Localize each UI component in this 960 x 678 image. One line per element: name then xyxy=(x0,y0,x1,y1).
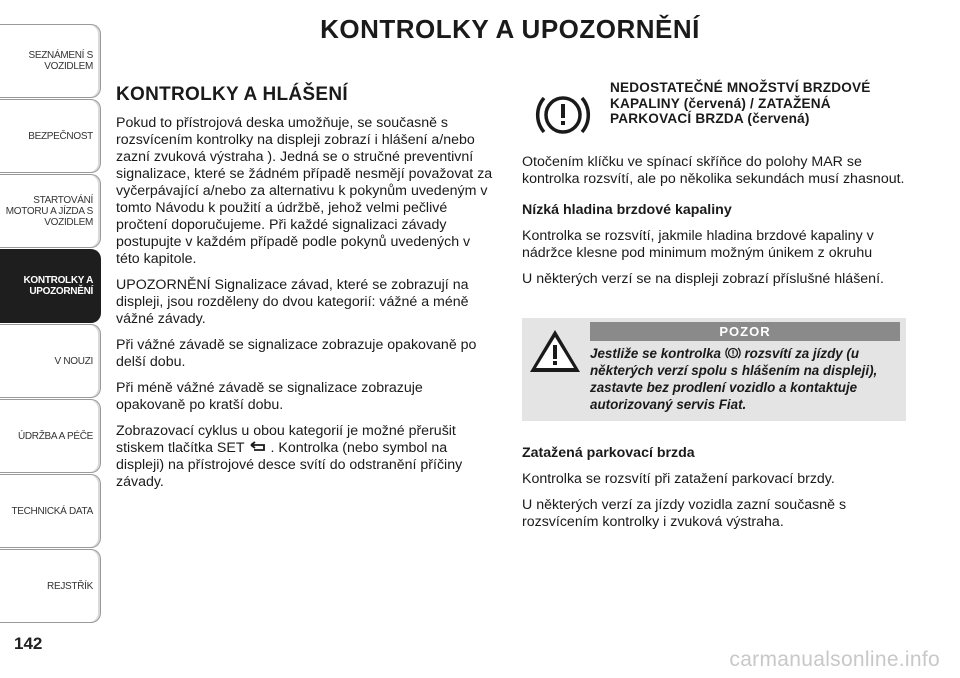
tab-label: KONTROLKY A UPOZORNĚNÍ xyxy=(23,275,93,297)
return-arrow-icon xyxy=(248,441,268,453)
tab-label: ÚDRŽBA A PÉČE xyxy=(17,430,93,442)
tab-label: REJSTŘÍK xyxy=(47,580,93,592)
low-fluid-paragraph: Kontrolka se rozsvítí, jakmile hladina brzdové kapaliny v nádržce klesne pod minimum možným únikem z okruhu xyxy=(522,228,874,261)
display-paragraph: U některých verzí se na displeji zobrazí příslušné hlášení. xyxy=(522,271,884,287)
right-column xyxy=(522,80,906,540)
section-heading: KONTROLKY A HLÁŠENÍ xyxy=(116,84,348,105)
watermark: carmanualsonline.info xyxy=(729,648,940,671)
categories-paragraph: UPOZORNĚNÍ Signalizace závad, které se zobrazují na displeji, jsou rozděleny do dvou kategorií: vážné a méně vážné závady. xyxy=(116,277,469,327)
left-column xyxy=(116,86,496,500)
intro-paragraph: Pokud to přístrojová deska umožňuje, se současně s rozsvícením kontrolky na displeji zobrazí i hlášení a/nebo zazní zvuková výstraha ). Jedná se o stručné preventivní signalizace, které se žádném případě nesmějí považovat za vyčerpávající a/nebo za alternativu k pokynům uvedeným v tomto Návodu k použití a údržbě, jehož velmi pečlivé pročtení doporučujeme. Při každé signalizaci závady postupujte v každém případě podle pokynů uvedených v této kapitole. xyxy=(116,115,493,267)
page-number: 142 xyxy=(14,634,43,653)
cycle-paragraph: Zobrazovací cyklus u obou kategorií je možné přerušit stiskem tlačítka SET . Kontrolka (nebo symbol na displeji) na přístrojové desce svítí do odstranění příčiny závady. xyxy=(116,423,463,490)
tab-technicka-data[interactable] xyxy=(0,474,101,548)
serious-paragraph: Při vážné závadě se signalizace zobrazuje opakovaně po delší dobu. xyxy=(116,337,477,370)
parking-paragraph: Kontrolka se rozsvítí při zatažení parkovací brzdy. xyxy=(522,471,835,487)
warning-label: POZOR xyxy=(590,322,900,341)
parking-brake-heading: Zatažená parkovací brzda xyxy=(522,445,695,461)
tab-startovani[interactable] xyxy=(0,174,101,248)
brake-section-head xyxy=(522,80,906,148)
brake-warning-icon xyxy=(725,346,741,360)
warning-box xyxy=(522,318,906,421)
tab-label: SEZNÁMENÍ S VOZIDLEM xyxy=(28,50,93,72)
brake-warning-icon xyxy=(530,82,596,148)
tab-bezpecnost[interactable] xyxy=(0,99,101,173)
warning-triangle-icon xyxy=(528,328,582,374)
key-paragraph: Otočením klíčku ve spínací skříňce do polohy MAR se kontrolka rozsvítí, ale po několika sekundách musí zhasnout. xyxy=(522,154,905,187)
low-fluid-heading: Nízká hladina brzdové kapaliny xyxy=(522,202,732,218)
tab-label: V NOUZI xyxy=(54,355,93,367)
brake-title: NEDOSTATEČNÉ MNOŽSTVÍ BRZDOVÉ KAPALINY (červená) / ZATAŽENÁ PARKOVACÍ BRZDA (červená) xyxy=(610,80,871,126)
tab-kontrolky[interactable] xyxy=(0,249,101,323)
tab-label: TECHNICKÁ DATA xyxy=(11,505,93,517)
tab-seznameni[interactable] xyxy=(0,24,101,98)
minor-paragraph: Při méně vážné závadě se signalizace zobrazuje opakovaně po kratší dobu. xyxy=(116,380,423,413)
tab-label: STARTOVÁNÍ MOTORU A JÍZDA S VOZIDLEM xyxy=(5,194,93,228)
tab-label: BEZPEČNOST xyxy=(28,130,93,142)
sound-paragraph: U některých verzí za jízdy vozidla zazní současně s rozsvícením kontrolky i zvuková výstraha. xyxy=(522,497,847,530)
chapter-sidebar xyxy=(0,24,101,624)
page-title: KONTROLKY A UPOZORNĚNÍ xyxy=(320,14,700,44)
tab-udrzba[interactable] xyxy=(0,399,101,473)
warning-text-start: Jestliže se kontrolka rozsvítí za jízdy (u některých verzí spolu s hlášením na displeji), zastavte bez prodlení vozidlo a kontaktuje autorizovaný servis Fiat. xyxy=(590,346,878,412)
tab-rejstrik[interactable] xyxy=(0,549,101,623)
tab-v-nouzi[interactable] xyxy=(0,324,101,398)
